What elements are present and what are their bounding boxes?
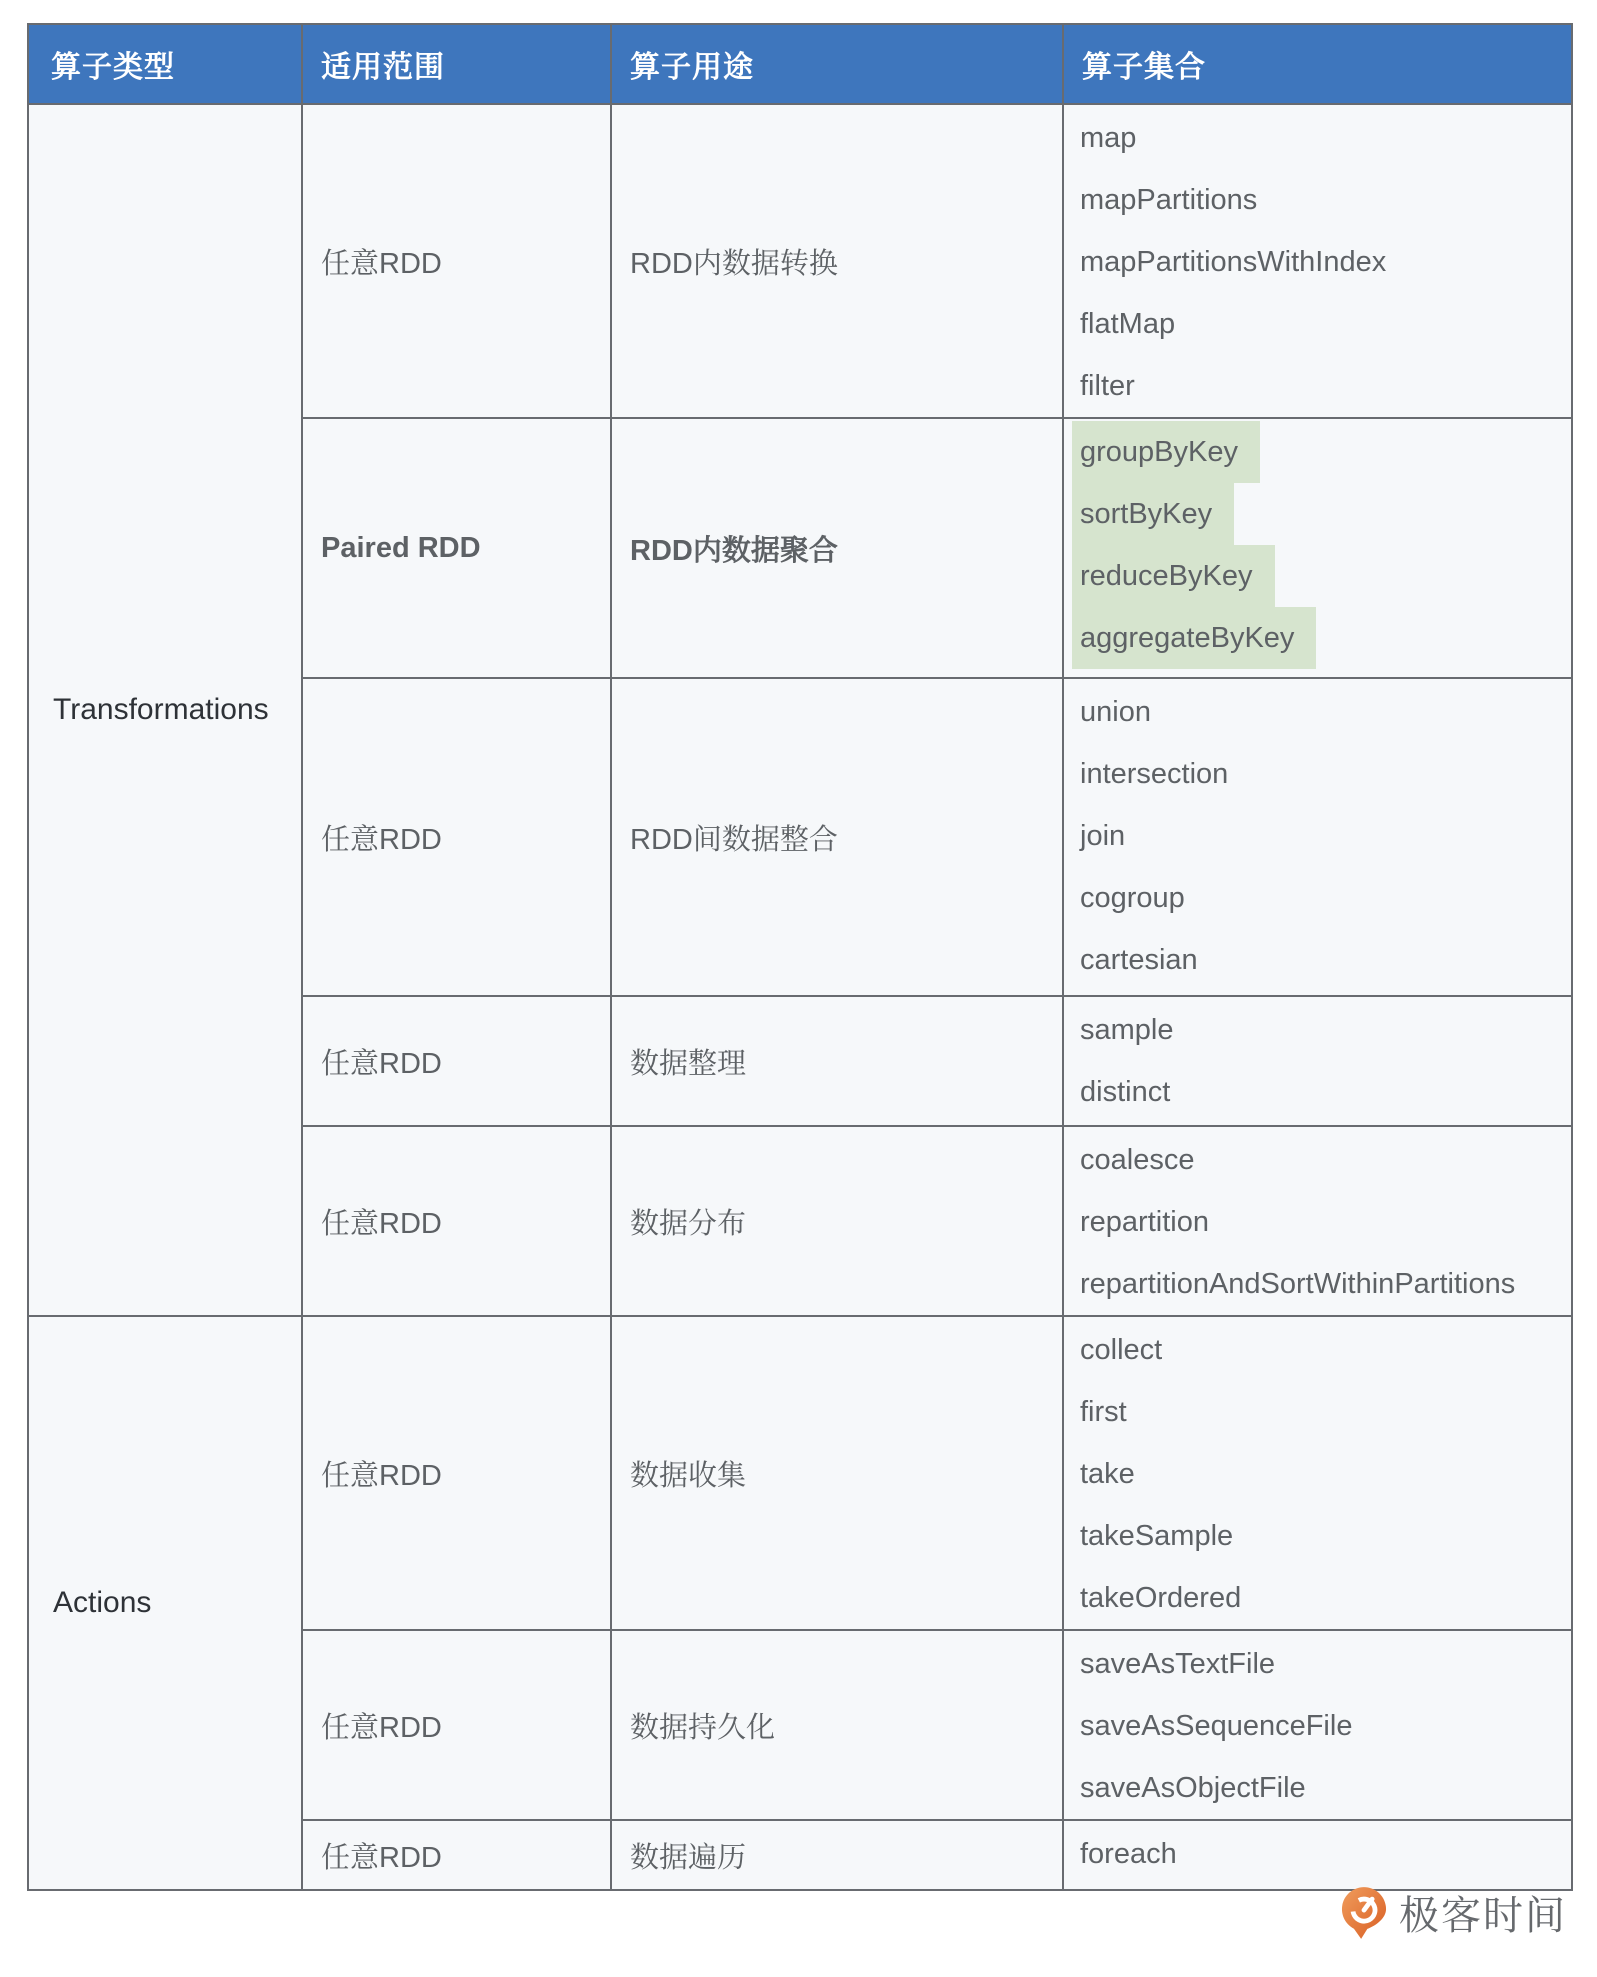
operators-cell (1063, 678, 1572, 996)
operators-cell (1063, 1126, 1572, 1316)
purpose-cell: 数据整理 (611, 996, 1063, 1126)
table-row (28, 104, 1572, 418)
operator-list (1080, 681, 1555, 991)
operator-type-cell-transformations: Transformations (28, 104, 302, 1316)
operator-list (1080, 1823, 1555, 1885)
column-header-scope: 适用范围 (302, 24, 611, 104)
column-header-operator-type: 算子类型 (28, 24, 302, 104)
scope-cell: 任意RDD (302, 1316, 611, 1630)
operator-item: cogroup (1080, 882, 1185, 914)
purpose-cell: RDD间数据整合 (611, 678, 1063, 996)
operator-list (1080, 1633, 1555, 1819)
scope-cell: 任意RDD (302, 678, 611, 996)
operator-item: mapPartitionsWithIndex (1080, 246, 1387, 278)
operator-item: foreach (1080, 1838, 1177, 1870)
geektime-logo-text: 极客时间 (1399, 1894, 1567, 1938)
operator-item: map (1080, 122, 1137, 154)
operator-item: cartesian (1080, 944, 1198, 976)
scope-cell: Paired RDD (302, 418, 611, 678)
geektime-icon (1341, 1886, 1387, 1940)
operator-item: sortByKey (1080, 483, 1555, 545)
operator-item: mapPartitions (1080, 184, 1258, 216)
table-row (28, 1316, 1572, 1630)
operator-item: first (1080, 1396, 1127, 1428)
geektime-logo (1341, 1884, 1567, 1941)
operator-item: flatMap (1080, 308, 1176, 340)
operators-cell (1063, 1630, 1572, 1820)
operator-item: filter (1080, 370, 1135, 402)
scope-cell: 任意RDD (302, 1820, 611, 1890)
purpose-cell: RDD内数据转换 (611, 104, 1063, 418)
operators-cell (1063, 996, 1572, 1126)
operator-list (1080, 1129, 1555, 1315)
purpose-cell: 数据分布 (611, 1126, 1063, 1316)
operator-item: saveAsObjectFile (1080, 1772, 1306, 1804)
operator-item: union (1080, 696, 1151, 728)
operator-item: distinct (1080, 1076, 1171, 1108)
operators-cell (1063, 418, 1572, 678)
operator-item: collect (1080, 1334, 1163, 1366)
operator-item: repartitionAndSortWithinPartitions (1080, 1268, 1516, 1300)
scope-cell: 任意RDD (302, 1630, 611, 1820)
operator-item: aggregateByKey (1080, 607, 1555, 669)
operators-cell (1063, 104, 1572, 418)
operator-item: saveAsTextFile (1080, 1648, 1276, 1680)
operator-item: groupByKey (1080, 421, 1555, 483)
operator-item: takeOrdered (1080, 1582, 1242, 1614)
operator-item: repartition (1080, 1206, 1209, 1238)
operator-item: sample (1080, 1014, 1174, 1046)
purpose-cell: RDD内数据聚合 (611, 418, 1063, 678)
operator-item: join (1080, 820, 1126, 852)
operator-item: take (1080, 1458, 1135, 1490)
header-row (28, 24, 1572, 104)
column-header-purpose: 算子用途 (611, 24, 1063, 104)
operator-list (1080, 999, 1555, 1123)
scope-cell: 任意RDD (302, 104, 611, 418)
operator-item: reduceByKey (1080, 545, 1555, 607)
operator-list (1080, 1319, 1555, 1629)
operators-cell (1063, 1316, 1572, 1630)
purpose-cell: 数据持久化 (611, 1630, 1063, 1820)
operator-item: coalesce (1080, 1144, 1195, 1176)
operator-list (1080, 107, 1555, 417)
operator-item: intersection (1080, 758, 1229, 790)
operators-cell (1063, 1820, 1572, 1890)
purpose-cell: 数据遍历 (611, 1820, 1063, 1890)
scope-cell: 任意RDD (302, 996, 611, 1126)
column-header-operator-set: 算子集合 (1063, 24, 1572, 104)
purpose-cell: 数据收集 (611, 1316, 1063, 1630)
operator-type-cell-actions: Actions (28, 1316, 302, 1890)
rdd-operators-table (27, 23, 1573, 1891)
operator-item: saveAsSequenceFile (1080, 1710, 1353, 1742)
operator-list-highlighted (1080, 421, 1555, 669)
scope-cell: 任意RDD (302, 1126, 611, 1316)
operator-item: takeSample (1080, 1520, 1234, 1552)
